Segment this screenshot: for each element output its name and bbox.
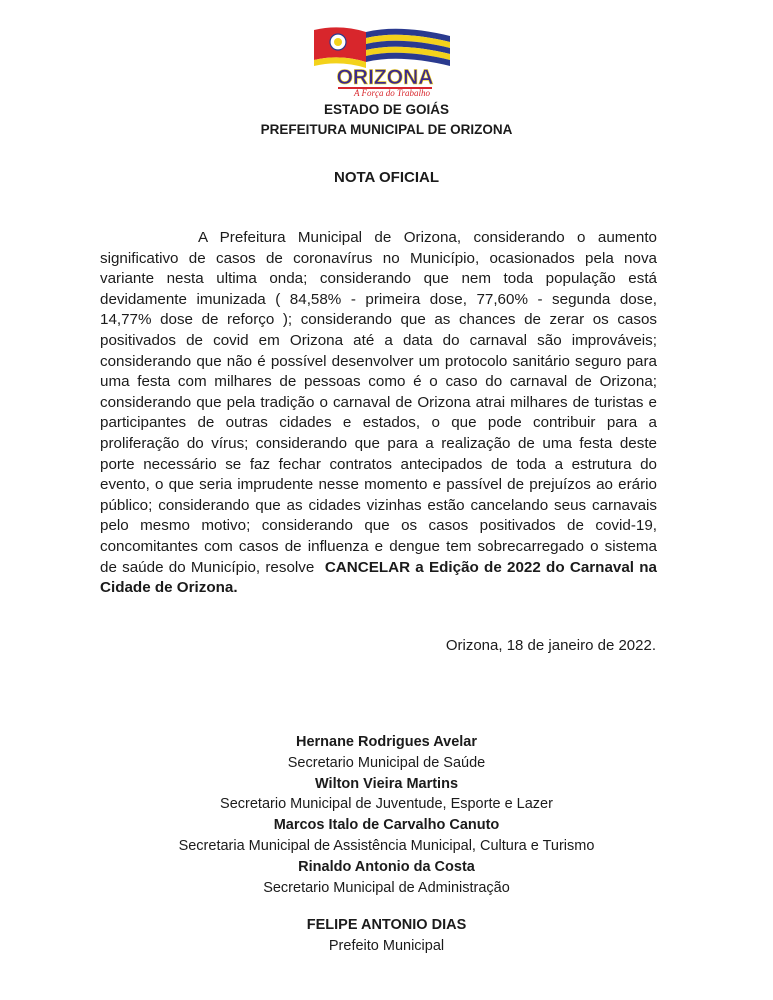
signatory-role: Secretaria Municipal de Assistência Municipal, Cultura e Turismo — [178, 837, 595, 854]
mayor-name: FELIPE ANTONIO DIAS — [306, 917, 467, 933]
body-paragraph: A Prefeitura Municipal de Orizona, considerando o aumento significativo de casos de coronavírus no Município, ocasionados pela nova variante nesta ultima onda; considerando que nem toda população está devidamente imunizada ( 84,58% - primeira dose, 77,60% - segunda dose, 14,77% dose de reforço ); considerando que as chances de zerar os casos positivados de covid em Orizona até a data do carnaval são improváveis; considerando que não é possível desenvolver um protocolo sanitário seguro para uma festa com milhares de pessoas como é o caso do carnaval de Orizona; considerando que pela tradição o carnaval de Orizona atrai milhares de turistas e participantes de outras cidades e estados, o que pode contribuir para a proliferação do vírus; considerando que para a realização de uma festa deste porte necessário se faz fechar contratos antecipados de toda a estrutura do evento, o que seria imprudente nesse momento e passível de prejuízos ao erário público; considerando que as cidades vizinhas estão cancelando seus carnavais pelo mesmo motivo; considerando que os casos positivados de covid-19, concomitantes com casos de influenza e dengue tem sobrecarregado o sistema de saúde do Município, resolve — [100, 229, 657, 576]
municipal-flag-logo — [300, 22, 470, 102]
signatory-role: Secretario Municipal de Saúde — [287, 754, 486, 771]
place-date: Orizona, 18 de janeiro de 2022. — [445, 637, 656, 654]
logo-text: ORIZONA — [336, 66, 434, 89]
prefecture-name: PREFEITURA MUNICIPAL DE ORIZONA — [260, 122, 513, 137]
mayor-role: Prefeito Municipal — [328, 937, 445, 954]
mayor-signature — [0, 915, 773, 957]
official-note-body — [100, 228, 657, 599]
signatory-name: Marcos Italo de Carvalho Canuto — [273, 817, 500, 834]
signatory-name: Rinaldo Antonio da Costa — [298, 858, 475, 875]
state-name: ESTADO DE GOIÁS — [323, 102, 449, 117]
signatory-block — [0, 732, 773, 898]
signatory-name: Hernane Rodrigues Avelar — [295, 734, 478, 750]
decision-text: CANCELAR a Edição de 2022 do Carnaval na Cidade de Orizona. — [100, 558, 657, 597]
logo-tagline: A Força do Trabalho — [353, 88, 431, 98]
document-title: NOTA OFICIAL — [334, 169, 439, 186]
municipal-logo — [300, 22, 470, 102]
signatory-role: Secretario Municipal de Administração — [263, 879, 510, 896]
signatory-role: Secretario Municipal de Juventude, Esporte e Lazer — [220, 796, 553, 813]
signatory-name: Wilton Vieira Martins — [314, 775, 459, 792]
